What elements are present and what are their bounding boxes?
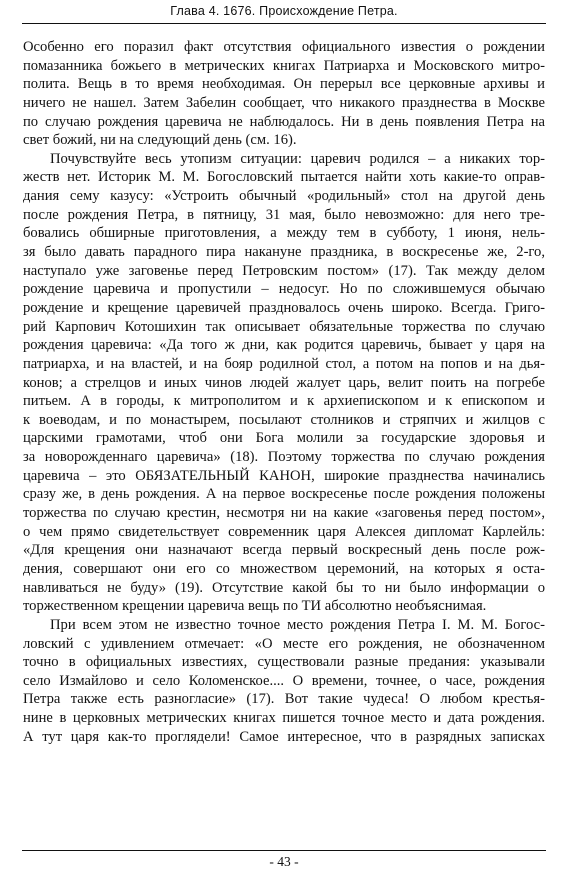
header-rule [22, 23, 546, 24]
page-number: - 43 - [269, 854, 299, 869]
text-line: конов; а стрелцов и иных чинов людей жалует царь, велит поить на погребе [23, 374, 545, 391]
text-line: село Измайлово и село Коломенское.... О времени, точнее, о часе, рождения [23, 672, 545, 689]
text-line: Особенно его поразил факт отсутствия официального известия о рождении [23, 39, 545, 55]
text-line: за новорожденнаго царевича» (18). Поэтому торжества по случаю рождения [23, 449, 545, 466]
text-line: торжественном крещении царевича вещь по ТИ абсолютно необъяснимая. [23, 598, 487, 615]
text-line: рий Карпович Котошихин так описывает обязательные торжества по случаю [23, 318, 545, 335]
text-line: навливаться не буду» (19). Отсутствие какой бы то ни было информации о [23, 579, 545, 596]
body-text [23, 38, 545, 746]
text-line: к воеводам, и по монастырем, посылают столников и стряпчих и жилцов с [23, 411, 545, 428]
text-line: дания сему казусу: «Устроить обычный «родильный» стол на другой день [23, 188, 545, 205]
text-line: дения, совершают они его со множеством церемоний, на которых я оста- [23, 560, 545, 577]
text-line: питьем. А в городы, к митрополитом и к архиепископом и к епископом и [23, 393, 545, 410]
text-line: ничего не нашел. Затем Забелин сообщает, что никакого празднества в Москве [23, 94, 545, 111]
text-line: Почувствуйте весь утопизм ситуации: царевич родился – а никаких тор- [50, 150, 545, 167]
text-line: патриарха, и на властей, и на бояр родилной стол, а потом на попов и на дья- [23, 355, 545, 372]
text-line: полита. Вещь в то время необходимая. Он перерыл все церковные архивы и [23, 76, 545, 93]
text-line: наступало уже заговенье перед Петровским постом» (17). Так между делом [23, 262, 545, 279]
text-line: рождение царевича и пропустили – недосуг. Но по сложившемуся обычаю [23, 281, 545, 298]
footer-rule [22, 850, 546, 851]
text-line: помазанника божьего в метрических книгах Патриарха и Московского митро- [23, 57, 545, 74]
text-line: бовались обширные приготовления, а между тем в субботу, 1 июня, нель- [23, 225, 545, 242]
text-line: рождения царевича: «Да того ж дни, как родится царевичь, бывает у царя на [23, 337, 545, 354]
text-line: Петра также есть разногласие» (17). Вот такие чудеса! О любом крестья- [23, 691, 545, 708]
text-line: царскими грамотами, чтоб они Бога молили за государские здоровья и [23, 430, 545, 447]
text-line: рождение и крещение царевичей праздновалось очень широко. Всегда. Григо- [23, 299, 545, 316]
text-line: свет божий, ни на следующий день (см. 16). [23, 132, 297, 149]
text-line: точно в официальных известиях, существовали разные предания: указывали [23, 654, 545, 671]
text-line: ловский с удивлением отмечает: «О месте его рождения, не обозначенном [23, 635, 545, 652]
text-line: сразу же, в день рождения. А на первое воскресенье после рождения положены [23, 486, 545, 503]
text-line: зя было давать парадного пира накануне праздника, в воскресенье же, 2-го, [23, 244, 545, 261]
text-line: жеств нет. Историк М. М. Богословский пытается найти хоть какие-то оправ- [23, 169, 545, 186]
text-line: «Для крещения они назначают всегда первый воскресный день после рож- [23, 542, 545, 559]
text-line: после рождения Петра, в пятницу, 31 мая, было невозможно: для него тре- [23, 206, 545, 223]
text-line: по случаю рождения царевича не наблюдалось. Ни в день появления Петра на [23, 113, 545, 130]
text-line: А тут царя как-то проглядели! Самое интересное, что в разрядных записках [23, 728, 545, 745]
text-line: о чем прямо свидетельствует современник царя Алексея дипломат Карлейль: [23, 523, 545, 540]
text-line: царевича – это ОБЯЗАТЕЛЬНЫЙ КАНОН, широкие празднества начинались [23, 467, 545, 484]
text-line: нине в церковных метрических книгах пишется точное место и дата рождения. [23, 710, 545, 727]
text-line: торжества по случаю крестин, несмотря ни на какие «заговенья перед постом», [23, 505, 545, 522]
text-line: При всем этом не известно точное место рождения Петра I. М. М. Богос- [50, 616, 545, 633]
running-header: Глава 4. 1676. Происхождение Петра. [170, 4, 398, 18]
